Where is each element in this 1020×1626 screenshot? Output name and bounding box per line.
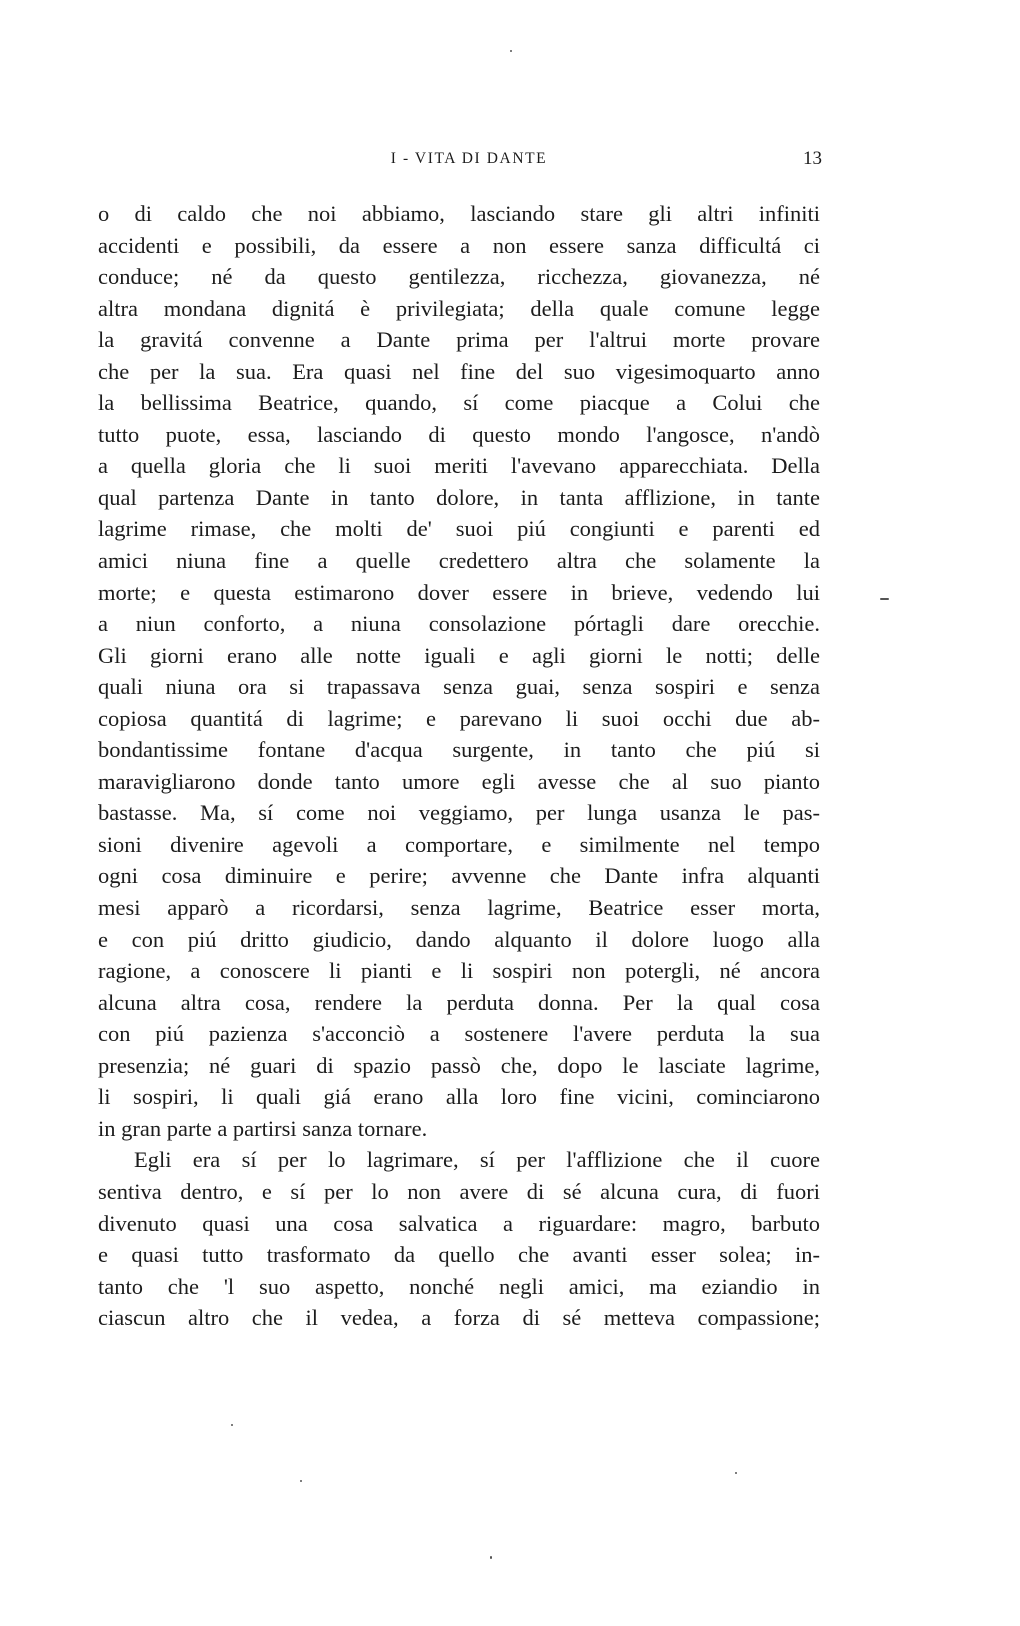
text-line: sentiva dentro, e sí per lo non avere di sé alcuna cura, di fuori xyxy=(98,1178,820,1204)
text-line: e con piú dritto giudicio, dando alquanto il dolore luogo alla xyxy=(98,926,820,952)
text-line: qual partenza Dante in tanto dolore, in tanta afflizione, in tante xyxy=(98,484,820,510)
text-line: ragione, a conoscere li pianti e li sospiri non potergli, né ancora xyxy=(98,958,820,984)
text-line: Gli giorni erano alle notte iguali e agli giorni le notti; delle xyxy=(98,642,820,668)
text-line: ogni cosa diminuire e perire; avvenne che Dante infra alquanti xyxy=(98,863,820,889)
text-line: che per la sua. Era quasi nel fine del suo vigesimoquarto anno xyxy=(98,358,820,384)
text-line: e quasi tutto trasformato da quello che avanti esser solea; in- xyxy=(98,1242,820,1268)
paragraph-2 xyxy=(98,1144,820,1333)
text-line: o di caldo che noi abbiamo, lasciando stare gli altri infiniti xyxy=(98,201,820,226)
text-line: divenuto quasi una cosa salvatica a riguardare: magro, barbuto xyxy=(98,1210,820,1236)
text-line: maravigliarono donde tanto umore egli avesse che al suo pianto xyxy=(98,768,820,794)
running-header-title: I - VITA DI DANTE xyxy=(390,150,548,167)
text-line: morte; e questa estimarono dover essere in brieve, vedendo lui xyxy=(98,579,820,605)
text-line: tutto puote, essa, lasciando di questo mondo l'angosce, n'andò xyxy=(98,421,820,447)
page-number: 13 xyxy=(803,148,822,169)
text-line: presenzia; né guari di spazio passò che, dopo le lasciate lagrime, xyxy=(98,1052,820,1078)
text-line: conduce; né da questo gentilezza, ricchezza, giovanezza, né xyxy=(98,264,820,290)
body-text xyxy=(98,198,820,1334)
scan-speck xyxy=(735,1472,737,1474)
text-line: altra mondana dignitá è privilegiata; della quale comune legge xyxy=(98,295,820,321)
text-line: a quella gloria che li suoi meriti l'avevano apparecchiata. Della xyxy=(98,453,820,479)
text-line: a niun conforto, a niuna consolazione pórtagli dare orecchie. xyxy=(98,611,820,637)
text-line: bastasse. Ma, sí come noi veggiamo, per lunga usanza le pas- xyxy=(98,800,820,826)
text-line: con piú pazienza s'acconciò a sostenere l'avere perduta la sua xyxy=(98,1021,820,1047)
text-line: tanto che 'l suo aspetto, nonché negli amici, ma eziandio in xyxy=(98,1273,820,1299)
scan-speck xyxy=(300,1480,302,1482)
scan-speck xyxy=(880,598,889,600)
text-line: alcuna altra cosa, rendere la perduta donna. Per la qual cosa xyxy=(98,989,820,1015)
text-line: lagrime rimase, che molti de' suoi piú congiunti e parenti ed xyxy=(98,516,820,542)
text-line: copiosa quantitá di lagrime; e parevano li suoi occhi due ab- xyxy=(98,705,820,731)
scan-speck xyxy=(231,1424,233,1426)
text-line: in gran parte a partirsi sanza tornare. xyxy=(98,1115,428,1141)
text-line: sioni divenire agevoli a comportare, e similmente nel tempo xyxy=(98,831,820,857)
text-line: la gravitá convenne a Dante prima per l'altrui morte provare xyxy=(98,327,820,353)
text-line: quali niuna ora si trapassava senza guai, senza sospiri e senza xyxy=(98,674,820,700)
text-line: accidenti e possibili, da essere a non essere sanza difficultá ci xyxy=(98,232,820,258)
paragraph-1 xyxy=(98,198,820,1144)
text-line: bondantissime fontane d'acqua surgente, in tanto che piú si xyxy=(98,737,820,763)
scan-speck xyxy=(490,1556,492,1559)
text-line: li sospiri, li quali giá erano alla loro fine vicini, cominciarono xyxy=(98,1084,820,1110)
text-line: ciascun altro che il vedea, a forza di sé metteva compassione; xyxy=(98,1305,820,1331)
scan-speck xyxy=(510,50,512,52)
text-line: mesi apparò a ricordarsi, senza lagrime, Beatrice esser morta, xyxy=(98,895,820,921)
running-header xyxy=(96,146,824,172)
text-line: amici niuna fine a quelle credettero altra che solamente la xyxy=(98,548,820,574)
text-line: la bellissima Beatrice, quando, sí come piacque a Colui che xyxy=(98,390,820,416)
text-line: Egli era sí per lo lagrimare, sí per l'afflizione che il cuore xyxy=(134,1147,820,1173)
